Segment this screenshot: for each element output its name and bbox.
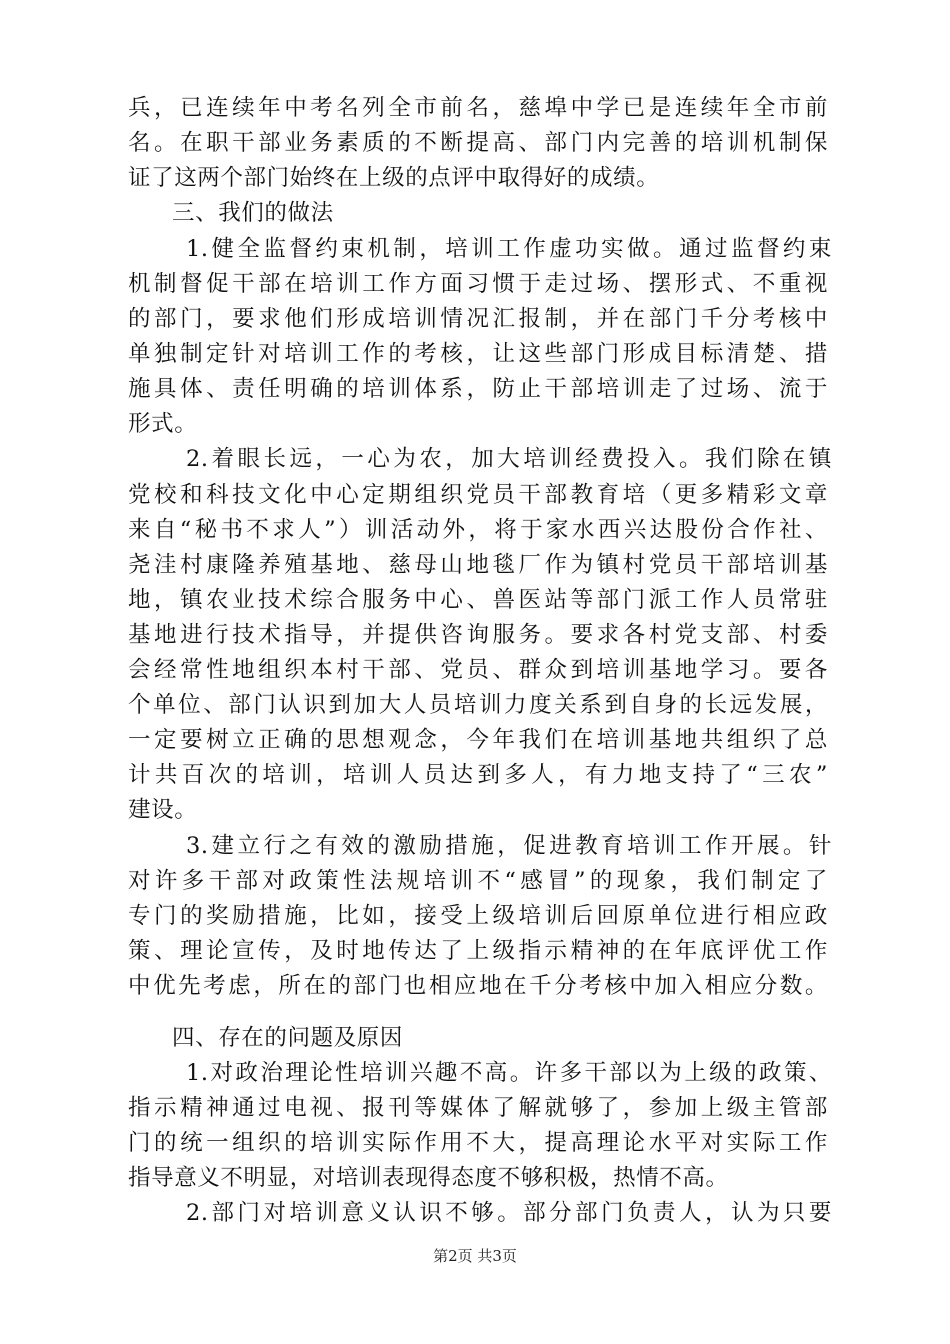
text-line: 尧洼村康隆养殖基地、慈母山地毯厂作为镇村党员干部培训基 — [128, 552, 828, 578]
text-line: 施具体、责任明确的培训体系，防止干部培训走了过场、流于 — [128, 376, 828, 402]
text-line: 指导意义不明显，对培训表现得态度不够积极，热情不高。 — [128, 1165, 729, 1191]
text-line: 中优先考虑，所在的部门也相应地在千分考核中加入相应分数。 — [128, 973, 828, 999]
text-line: 形式。 — [128, 411, 198, 437]
text-line: 策、理论宣传，及时地传达了上级指示精神的在年底评优工作 — [128, 938, 828, 964]
text-line: 1.健全监督约束机制，培训工作虚功实做。通过监督约束 — [186, 236, 832, 262]
section-heading: 四、存在的问题及原因 — [172, 1025, 404, 1051]
text-line: 3.建立行之有效的激励措施，促进教育培训工作开展。针 — [186, 833, 832, 859]
text-line: 来自“秘书不求人”）训活动外，将于家水西兴达股份合作社、 — [128, 517, 828, 543]
text-line: 一定要树立正确的思想观念，今年我们在培训基地共组织了总 — [128, 727, 828, 753]
text-line: 对许多干部对政策性法规培训不“感冒”的现象，我们制定了 — [128, 868, 828, 894]
text-line: 会经常性地组织本村干部、党员、群众到培训基地学习。要各 — [128, 657, 828, 683]
text-line: 指示精神通过电视、报刊等媒体了解就够了，参加上级主管部 — [128, 1095, 828, 1121]
text-line: 门的统一组织的培训实际作用不大，提高理论水平对实际工作 — [128, 1130, 828, 1156]
text-line: 地，镇农业技术综合服务中心、兽医站等部门派工作人员常驻 — [128, 587, 828, 613]
page-footer: 第2页 共3页 — [433, 1247, 517, 1265]
text-line: 兵，已连续年中考名列全市前名，慈埠中学已是连续年全市前 — [128, 95, 828, 121]
text-line: 机制督促干部在培训工作方面习惯于走过场、摆形式、不重视 — [128, 271, 828, 297]
text-line: 计共百次的培训，培训人员达到多人，有力地支持了“三农” — [128, 762, 828, 788]
text-line: 1.对政治理论性培训兴趣不高。许多干部以为上级的政策、 — [186, 1060, 832, 1086]
text-line: 的部门，要求他们形成培训情况汇报制，并在部门千分考核中 — [128, 306, 828, 332]
text-line: 单独制定针对培训工作的考核，让这些部门形成目标清楚、措 — [128, 341, 828, 367]
text-line: 建设。 — [128, 797, 198, 823]
section-heading: 三、我们的做法 — [172, 200, 334, 226]
text-line: 个单位、部门认识到加大人员培训力度关系到自身的长远发展， — [128, 692, 828, 718]
text-line: 2.着眼长远，一心为农，加大培训经费投入。我们除在镇 — [186, 446, 832, 472]
text-line: 名。在职干部业务素质的不断提高、部门内完善的培训机制保 — [128, 130, 828, 156]
text-line: 证了这两个部门始终在上级的点评中取得好的成绩。 — [128, 165, 660, 191]
text-line: 基地进行技术指导，并提供咨询服务。要求各村党支部、村委 — [128, 622, 828, 648]
text-line: 2.部门对培训意义认识不够。部分部门负责人，认为只要 — [186, 1200, 832, 1226]
text-line: 专门的奖励措施，比如，接受上级培训后回原单位进行相应政 — [128, 903, 828, 929]
text-line: 党校和科技文化中心定期组织党员干部教育培（更多精彩文章 — [128, 482, 828, 508]
